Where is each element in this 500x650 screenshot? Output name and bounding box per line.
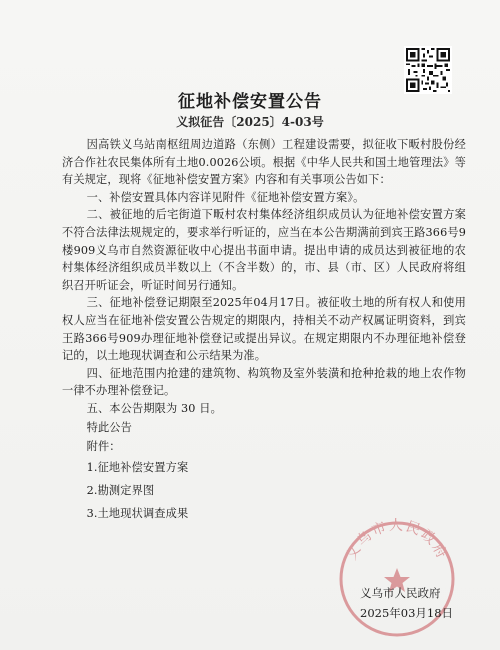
attachment-item-1: 1.征地补偿安置方案 — [86, 460, 189, 474]
item-3-paragraph: 三、征地补偿登记期限至2025年04月17日。被征收土地的所有权人和使用权人应当在征地补偿安置公告规定的期限内，持相关不动产权属证明资料，到宾王路366号909办理征地补偿登记或提出异议。在规定期限内不办理征地补偿登记的，以土地现状调查和公示结果为准。 — [62, 296, 466, 363]
item-1-paragraph: 一、补偿安置具体内容详见附件《征地补偿安置方案》。 — [86, 190, 365, 204]
issue-date: 2025年03月18日 — [360, 606, 454, 620]
attachment-item-2: 2.勘测定界图 — [86, 483, 155, 497]
svg-text:义乌市人民政府 — [344, 518, 451, 563]
notice-body — [62, 136, 466, 525]
seal-lettering: 义乌市人民政府 — [343, 518, 451, 563]
item-2-paragraph: 二、被征地的后宅街道下畈村农村集体经济组织成员认为征地补偿安置方案不符合法律法规规定的，要求举行听证的，应当在本公告期满前到宾王路366号9楼909义乌市自然资源征收中心提出书面申请。提出申请的成员达到被征地的农村集体经济组织成员半数以上（不含半数）的，市、县（市、区）人民政府将组织召开听证会，听证时间另行通知。 — [62, 208, 466, 292]
attachment-item-3: 3.土地现状调查成果 — [86, 506, 189, 520]
item-4-paragraph: 四、征地范围内抢建的建筑物、构筑物及室外装潢和抢种抢栽的地上农作物一律不办理补偿登记。 — [62, 366, 466, 398]
signature-block — [360, 583, 480, 623]
intro-paragraph: 因高铁义乌站南枢纽周边道路（东侧）工程建设需要，拟征收下畈村股份经济合作社农民集体所有土地0.0026公顷。根据《中华人民共和国土地管理法》等有关规定，现将《征地补偿安置方案》内容和有关事项公告如下： — [62, 138, 466, 187]
attachments-label: 附件： — [86, 440, 121, 454]
notice-title: 征地补偿安置公告 — [178, 92, 322, 112]
closing-line: 特此公告 — [86, 421, 132, 434]
issuer-name: 义乌市人民政府 — [360, 586, 441, 600]
item-5-paragraph: 五、本公告期限为 30 日。 — [86, 401, 222, 415]
document-number: 义拟征告〔2025〕4-03号 — [176, 115, 324, 129]
